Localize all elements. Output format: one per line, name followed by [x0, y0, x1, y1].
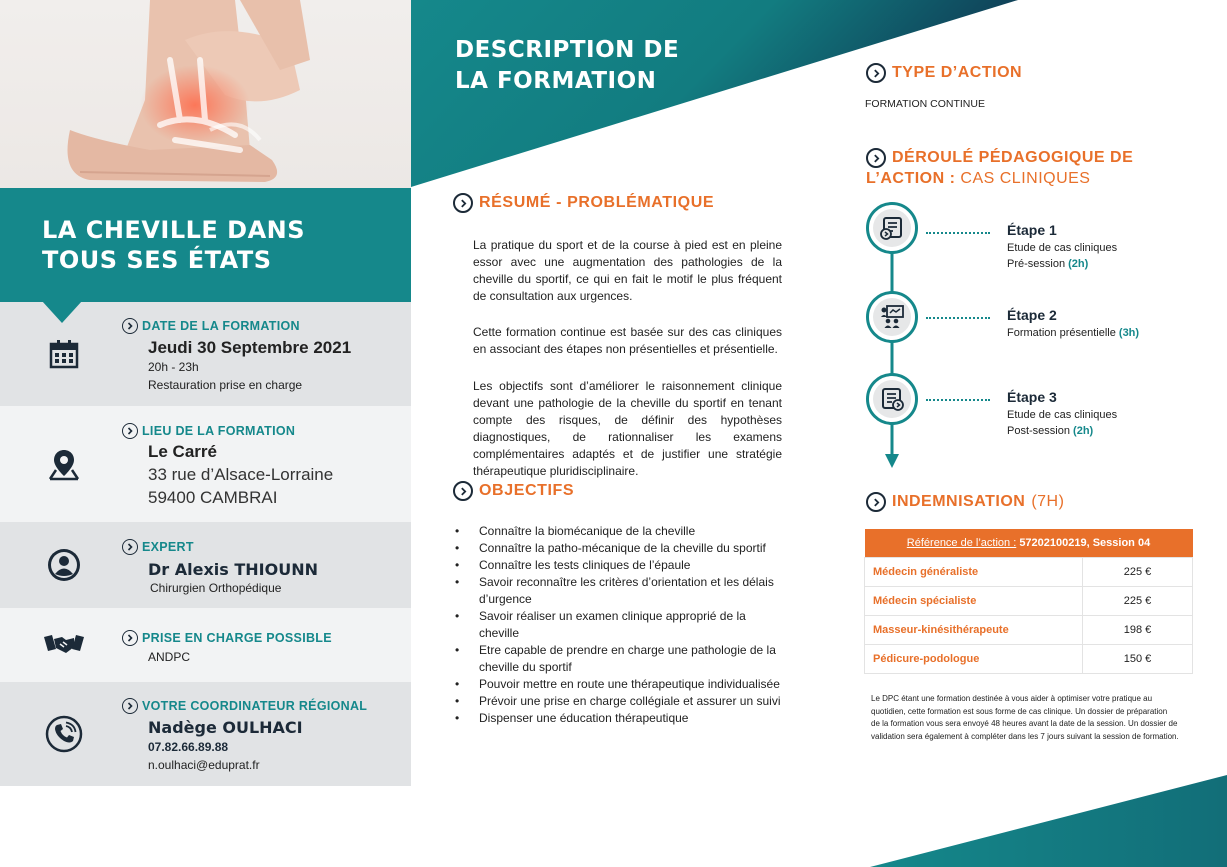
phone-icon: [40, 710, 88, 758]
chevron-right-icon: [453, 193, 473, 213]
table-row: Pédicure-podologue 150 €: [865, 644, 1193, 673]
date-heading: DATE DE LA FORMATION: [122, 318, 300, 334]
step-3-badge: [866, 373, 918, 425]
chevron-right-icon: [122, 539, 138, 555]
list-item: • Savoir reconnaître les critères d’orientation et les délais d’urgence: [455, 574, 785, 608]
chevron-right-icon: [122, 630, 138, 646]
chevron-right-icon: [453, 481, 473, 501]
main-title: LA CHEVILLE DANS TOUS SES ÉTATS: [42, 216, 306, 274]
expert-heading: EXPERT: [122, 539, 194, 555]
step-3-connector: [926, 399, 990, 401]
list-item: • Connaître les tests cliniques de l’épaule: [455, 557, 785, 574]
date-time: 20h - 23h: [148, 360, 199, 374]
chevron-right-icon: [866, 492, 886, 512]
table-header-row: [865, 529, 1193, 557]
list-item: • Prévoir une prise en charge collégiale et assurer un suivi: [455, 693, 785, 710]
indemnisation-table: [864, 529, 1193, 674]
list-item: • Dispenser une éducation thérapeutique: [455, 710, 785, 727]
summary-paragraph-1: La pratique du sport et de la course à pied est en pleine essor avec une augmentation des pathologies de la cheville du sportif, ce qui en fait le motif le plus fréquent de consultation aux urgences.: [473, 238, 782, 303]
dpc-note: Le DPC étant une formation destinée à vous aider à optimiser votre pratique au quotidien, cette formation est sous forme de cas clinique. Un dossier de préparation de la formation vous sera envoyé 48 heures avant la date de la session. Un dossier de validation sera également à compléter dans les 7 jours suivant la session de formation.: [871, 694, 1179, 741]
objectives-heading: OBJECTIFS: [453, 481, 574, 501]
chevron-right-icon: [122, 698, 138, 714]
type-heading: TYPE D’ACTION: [866, 63, 1022, 83]
checklist-icon: [879, 386, 905, 412]
place-street: 33 rue d’Alsace-Lorraine: [148, 465, 334, 484]
objectives-list: [455, 523, 785, 727]
chevron-right-icon: [866, 63, 886, 83]
step-1-connector: [926, 232, 990, 234]
step-3-title: Étape 3: [1007, 389, 1057, 405]
deroule-heading-line2: L’ACTION : CAS CLINIQUES: [866, 170, 1091, 187]
list-item: • Pouvoir mettre en route une thérapeutique individualisée: [455, 676, 785, 693]
table-row: Médecin spécialiste 225 €: [865, 586, 1193, 615]
bottom-right-corner-shape: [870, 775, 1227, 867]
handshake-icon: [40, 621, 88, 669]
action-reference: Référence de l’action : 57202100219, Session 04: [865, 529, 1193, 557]
chevron-right-icon: [122, 318, 138, 334]
funding-value: ANDPC: [148, 650, 191, 664]
coordinator-name: Nadège OULHACI: [148, 718, 303, 737]
coordinator-heading: VOTRE COORDINATEUR RÉGIONAL: [122, 698, 367, 714]
step-1-title: Étape 1: [1007, 222, 1057, 238]
step-2-badge: [866, 291, 918, 343]
map-pin-icon: [40, 440, 88, 488]
place-heading: LIEU DE LA FORMATION: [122, 423, 295, 439]
description-title: DESCRIPTION DE LA FORMATION: [455, 37, 680, 94]
indemnisation-heading: INDEMNISATION (7H): [866, 492, 1064, 512]
step-1-badge: [866, 202, 918, 254]
coordinator-email[interactable]: n.oulhaci@eduprat.fr: [148, 758, 260, 772]
list-item: • Connaître la patho-mécanique de la cheville du sportif: [455, 540, 785, 557]
step-2-description: Formation présentielle (3h): [1007, 327, 1140, 339]
presentation-icon: [879, 304, 905, 330]
calendar-icon: [40, 330, 88, 378]
step-1-description: Etude de cas cliniques Pré-session (2h): [1007, 242, 1118, 270]
summary-paragraph-3: Les objectifs sont d’améliorer le raisonnement clinique devant une pathologie de la cheville du sportif en tenant compte des risques, de définir des hypothèses diagnostiques, de rationnaliser les examens complémentaires adaptés et de justifier une stratégie thérapeutique pluridisciplinaire.: [473, 379, 782, 478]
list-item: • Savoir réaliser un examen clinique approprié de la cheville: [455, 608, 785, 642]
date-note: Restauration prise en charge: [148, 378, 303, 392]
chevron-right-icon: [122, 423, 138, 439]
coordinator-phone[interactable]: 07.82.66.89.88: [148, 740, 229, 754]
expert-role: Chirurgien Orthopédique: [150, 581, 282, 595]
type-value: FORMATION CONTINUE: [865, 98, 985, 110]
date-main: Jeudi 30 Septembre 2021: [148, 338, 352, 357]
title-notch: [42, 301, 82, 323]
table-row: Masseur-kinésithérapeute 198 €: [865, 615, 1193, 644]
summary-heading: RÉSUMÉ - PROBLÉMATIQUE: [453, 193, 714, 213]
funding-heading: PRISE EN CHARGE POSSIBLE: [122, 630, 332, 646]
list-item: • Connaître la biomécanique de la cheville: [455, 523, 785, 540]
place-name: Le Carré: [148, 442, 217, 461]
place-city: 59400 CAMBRAI: [148, 488, 278, 507]
ankle-photo: [0, 0, 411, 188]
expert-name: Dr Alexis THIOUNN: [148, 560, 318, 579]
deroule-heading: DÉROULÉ PÉDAGOGIQUE DE: [866, 148, 1133, 168]
list-item: • Etre capable de prendre en charge une pathologie de la cheville du sportif: [455, 642, 785, 676]
summary-paragraph-2: Cette formation continue est basée sur des cas cliniques en associant des étapes non présentielles et présentielle.: [473, 325, 782, 356]
table-row: Médecin généraliste 225 €: [865, 557, 1193, 586]
chevron-right-icon: [866, 148, 886, 168]
step-2-connector: [926, 317, 990, 319]
step-2-title: Étape 2: [1007, 307, 1057, 323]
user-icon: [40, 541, 88, 589]
checklist-icon: [879, 215, 905, 241]
step-3-description: Etude de cas cliniques Post-session (2h): [1007, 409, 1118, 437]
